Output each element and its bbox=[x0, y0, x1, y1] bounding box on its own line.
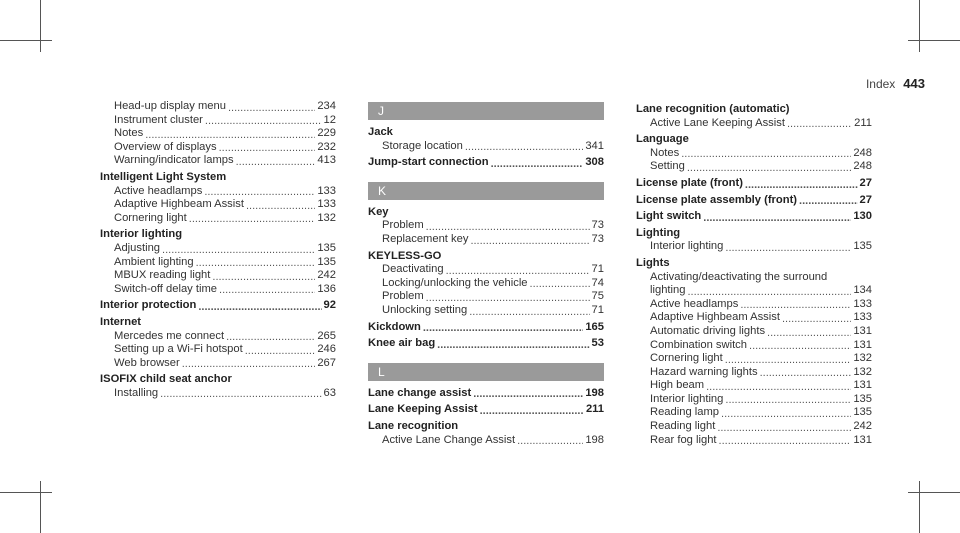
index-column-3 bbox=[636, 100, 872, 447]
index-subentry bbox=[368, 219, 604, 233]
entry-text: lighting bbox=[650, 284, 686, 297]
page-reference: 242 bbox=[853, 420, 872, 433]
page-number: 443 bbox=[903, 76, 925, 91]
entry-text: Problem bbox=[382, 290, 424, 303]
entry-text: Reading light bbox=[650, 420, 716, 433]
dot-leader bbox=[745, 179, 858, 191]
dot-leader bbox=[426, 292, 590, 304]
dot-leader bbox=[706, 381, 851, 393]
page-reference: 132 bbox=[853, 365, 872, 378]
index-subentry bbox=[100, 343, 336, 357]
index-subentry bbox=[100, 256, 336, 270]
entry-text: Setting bbox=[650, 160, 685, 173]
entry-text: Rear fog light bbox=[650, 433, 717, 446]
dot-leader bbox=[787, 118, 852, 130]
index-heading-entry bbox=[368, 321, 604, 335]
page-reference: 135 bbox=[853, 406, 872, 419]
page-reference: 211 bbox=[585, 403, 604, 416]
crop-mark bbox=[40, 481, 41, 533]
index-subentry bbox=[100, 283, 336, 297]
page-reference: 131 bbox=[853, 338, 872, 351]
dot-leader bbox=[473, 388, 583, 400]
index-subentry bbox=[636, 147, 872, 161]
entry-text: Jump-start connection bbox=[368, 156, 489, 169]
dot-leader bbox=[228, 102, 315, 114]
dot-leader bbox=[717, 422, 851, 434]
entry-text: Kickdown bbox=[368, 320, 421, 333]
index-subentry bbox=[636, 352, 872, 366]
dot-leader bbox=[749, 340, 851, 352]
index-subentry bbox=[636, 284, 872, 298]
page-reference: 131 bbox=[853, 324, 872, 337]
index-subentry bbox=[100, 198, 336, 212]
page-reference: 211 bbox=[854, 116, 872, 129]
index-subentry bbox=[368, 434, 604, 448]
entry-text: Instrument cluster bbox=[114, 113, 203, 126]
entry-text: Active Lane Change Assist bbox=[382, 433, 516, 446]
dot-leader bbox=[245, 345, 316, 357]
dot-leader bbox=[767, 327, 851, 339]
index-subentry bbox=[100, 387, 336, 401]
index-heading-entry bbox=[636, 177, 872, 191]
index-letter-header: L bbox=[368, 363, 604, 381]
dot-leader bbox=[491, 158, 584, 170]
index-heading: Internet bbox=[100, 315, 142, 328]
page-reference: 27 bbox=[859, 176, 872, 189]
index-subentry bbox=[636, 366, 872, 380]
entry-text: Lane Keeping Assist bbox=[368, 403, 478, 416]
dot-leader bbox=[423, 322, 583, 334]
entry-text: Active Lane Keeping Assist bbox=[650, 116, 785, 129]
page-reference: 133 bbox=[853, 311, 872, 324]
page-reference: 246 bbox=[317, 343, 336, 356]
index-subentry bbox=[100, 100, 336, 114]
entry-text: Storage location bbox=[382, 139, 463, 152]
index-subentry bbox=[636, 434, 872, 448]
entry-text: Head-up display menu bbox=[114, 100, 226, 112]
index-letter-header: J bbox=[368, 102, 604, 120]
dot-leader bbox=[437, 339, 589, 351]
entry-text: Notes bbox=[650, 146, 680, 159]
entry-text: Deactivating bbox=[382, 263, 444, 276]
entry-text: Cornering light bbox=[114, 211, 187, 224]
index-subentry bbox=[100, 242, 336, 256]
dot-leader bbox=[719, 435, 852, 447]
dot-leader bbox=[182, 358, 316, 370]
page-reference: 133 bbox=[317, 184, 336, 197]
dot-leader bbox=[725, 354, 852, 366]
page-reference: 165 bbox=[585, 320, 604, 333]
page-reference: 341 bbox=[585, 139, 604, 152]
dot-leader bbox=[470, 235, 589, 247]
dot-leader bbox=[204, 186, 315, 198]
entry-text: Interior protection bbox=[100, 299, 197, 312]
index-heading: Jack bbox=[368, 126, 393, 138]
spacer bbox=[368, 170, 604, 180]
index-subentry bbox=[636, 325, 872, 339]
index-subentry bbox=[636, 240, 872, 254]
page-reference: 130 bbox=[853, 210, 872, 223]
index-subentry bbox=[636, 311, 872, 325]
index-subentry bbox=[368, 277, 604, 291]
entry-text: Active headlamps bbox=[650, 297, 739, 310]
page-reference: 229 bbox=[317, 127, 336, 140]
index-subentry bbox=[636, 379, 872, 393]
page-reference: 135 bbox=[853, 240, 872, 253]
index-heading-entry bbox=[368, 337, 604, 351]
dot-leader bbox=[740, 299, 851, 311]
index-subentry bbox=[100, 269, 336, 283]
dot-leader bbox=[681, 148, 851, 160]
dot-leader bbox=[145, 129, 315, 141]
index-heading: Language bbox=[636, 133, 689, 146]
dot-leader bbox=[721, 408, 851, 420]
dot-leader bbox=[160, 388, 321, 400]
entry-text: License plate (front) bbox=[636, 176, 743, 189]
page-reference: 413 bbox=[317, 154, 336, 167]
page-reference: 73 bbox=[591, 219, 604, 232]
index-subentry bbox=[368, 233, 604, 247]
page-reference: 75 bbox=[591, 290, 604, 303]
page-reference: 53 bbox=[591, 337, 604, 350]
dot-leader bbox=[725, 242, 851, 254]
page-reference: 71 bbox=[591, 303, 604, 316]
entry-text: Light switch bbox=[636, 210, 702, 223]
entry-text: Combination switch bbox=[650, 338, 748, 351]
index-subentry bbox=[636, 117, 872, 131]
dot-leader bbox=[162, 244, 315, 256]
page-reference: 132 bbox=[317, 211, 336, 224]
index-subentry bbox=[100, 127, 336, 141]
index-heading-entry bbox=[368, 387, 604, 401]
entry-text: Knee air bag bbox=[368, 337, 436, 350]
dot-leader bbox=[212, 271, 315, 283]
dot-leader bbox=[189, 213, 316, 225]
dot-leader bbox=[687, 162, 851, 174]
index-heading: Lane recognition bbox=[368, 419, 459, 432]
page-reference: 131 bbox=[853, 379, 872, 392]
page-reference: 133 bbox=[853, 297, 872, 310]
entry-text: Ambient lighting bbox=[114, 255, 194, 268]
index-heading: Intelligent Light System bbox=[100, 170, 227, 183]
entry-text: Automatic driving lights bbox=[650, 324, 766, 337]
section-title: Index bbox=[865, 77, 896, 91]
page-header bbox=[866, 76, 925, 91]
page-reference: 198 bbox=[585, 433, 604, 446]
index-heading: Key bbox=[368, 205, 389, 218]
dot-leader bbox=[760, 367, 852, 379]
page-reference: 133 bbox=[317, 198, 336, 211]
index-subentry bbox=[100, 330, 336, 344]
page-reference: 63 bbox=[323, 386, 336, 399]
dot-leader bbox=[198, 301, 321, 313]
page-reference: 132 bbox=[853, 352, 872, 365]
crop-mark bbox=[908, 492, 960, 493]
crop-mark bbox=[0, 40, 52, 41]
entry-text: Active headlamps bbox=[114, 184, 203, 197]
entry-text: Adaptive Highbeam Assist bbox=[114, 198, 244, 211]
index-subentry bbox=[368, 140, 604, 154]
page-reference: 198 bbox=[585, 386, 604, 399]
entry-text: Adjusting bbox=[114, 241, 161, 254]
entry-text: Web browser bbox=[114, 356, 180, 369]
index-subentry bbox=[100, 141, 336, 155]
index-heading: ISOFIX child seat anchor bbox=[100, 373, 232, 386]
crop-mark bbox=[908, 40, 960, 41]
index-heading-entry bbox=[368, 156, 604, 170]
dot-leader bbox=[465, 141, 583, 153]
crop-mark bbox=[40, 0, 41, 52]
dot-leader bbox=[426, 221, 590, 233]
index-heading-entry bbox=[636, 210, 872, 224]
index-subentry bbox=[100, 212, 336, 226]
index-subentry bbox=[636, 393, 872, 407]
page-reference: 308 bbox=[585, 156, 604, 169]
dot-leader bbox=[446, 265, 590, 277]
index-subentry bbox=[636, 160, 872, 174]
entry-text: Locking/unlocking the vehicle bbox=[382, 276, 528, 289]
entry-text: Replacement key bbox=[382, 232, 469, 245]
dot-leader bbox=[687, 286, 851, 298]
spacer bbox=[368, 351, 604, 361]
index-subentry bbox=[368, 263, 604, 277]
entry-text: Problem bbox=[382, 219, 424, 232]
index-subentry bbox=[636, 298, 872, 312]
dot-leader bbox=[469, 306, 589, 318]
dot-leader bbox=[205, 115, 322, 127]
entry-text: Switch-off delay time bbox=[114, 282, 218, 295]
dot-leader bbox=[236, 156, 316, 168]
index-column-1 bbox=[100, 100, 336, 400]
dot-leader bbox=[219, 284, 315, 296]
dot-leader bbox=[530, 278, 590, 290]
page-reference: 242 bbox=[317, 269, 336, 282]
entry-text: Interior lighting bbox=[650, 240, 724, 253]
dot-leader bbox=[799, 195, 858, 207]
page-reference: 12 bbox=[323, 113, 336, 126]
entry-text: Unlocking setting bbox=[382, 303, 468, 316]
page-reference: 73 bbox=[591, 232, 604, 245]
index-subentry bbox=[100, 154, 336, 168]
page-reference: 71 bbox=[591, 263, 604, 276]
page-reference: 131 bbox=[853, 433, 872, 446]
page-reference: 248 bbox=[853, 160, 872, 173]
index-subentry bbox=[636, 420, 872, 434]
page-reference: 248 bbox=[853, 146, 872, 159]
page-reference: 234 bbox=[317, 100, 336, 112]
dot-leader bbox=[196, 257, 316, 269]
dot-leader bbox=[219, 142, 316, 154]
index-subentry bbox=[100, 114, 336, 128]
entry-text: Reading lamp bbox=[650, 406, 720, 419]
entry-text: Adaptive Highbeam Assist bbox=[650, 311, 780, 324]
dot-leader bbox=[480, 405, 584, 417]
index-subentry: Activating/deactivating the surround bbox=[650, 270, 828, 283]
entry-text: Warning/indicator lamps bbox=[114, 154, 234, 167]
dot-leader bbox=[782, 313, 851, 325]
index-subentry bbox=[636, 339, 872, 353]
dot-leader bbox=[725, 394, 851, 406]
index-heading: Interior lighting bbox=[100, 228, 183, 241]
entry-text: Lane change assist bbox=[368, 386, 472, 399]
entry-text: Setting up a Wi-Fi hotspot bbox=[114, 343, 243, 356]
entry-text: Hazard warning lights bbox=[650, 365, 758, 378]
entry-text: Interior lighting bbox=[650, 392, 724, 405]
entry-text: High beam bbox=[650, 379, 705, 392]
dot-leader bbox=[246, 200, 315, 212]
index-subentry bbox=[368, 290, 604, 304]
page-reference: 135 bbox=[317, 255, 336, 268]
index-heading: Lights bbox=[636, 256, 670, 269]
page-reference: 74 bbox=[591, 276, 604, 289]
crop-mark bbox=[919, 481, 920, 533]
entry-text: License plate assembly (front) bbox=[636, 193, 798, 206]
index-heading-entry bbox=[368, 403, 604, 417]
index-subentry bbox=[100, 357, 336, 371]
index-subentry bbox=[636, 406, 872, 420]
index-subentry bbox=[100, 185, 336, 199]
dot-leader bbox=[226, 331, 315, 343]
index-heading-entry bbox=[100, 299, 336, 313]
index-letter-header: K bbox=[368, 182, 604, 200]
page-reference: 265 bbox=[317, 329, 336, 342]
page-reference: 267 bbox=[317, 356, 336, 369]
page-reference: 136 bbox=[317, 282, 336, 295]
entry-text: Cornering light bbox=[650, 352, 723, 365]
entry-text: MBUX reading light bbox=[114, 269, 211, 282]
page-reference: 232 bbox=[317, 140, 336, 153]
entry-text: Overview of displays bbox=[114, 140, 217, 153]
entry-text: Mercedes me connect bbox=[114, 329, 225, 342]
crop-mark bbox=[919, 0, 920, 52]
index-subentry bbox=[368, 304, 604, 318]
page-reference: 135 bbox=[853, 392, 872, 405]
index-column-2 bbox=[368, 100, 604, 447]
page-reference: 27 bbox=[859, 193, 872, 206]
index-heading-entry bbox=[636, 194, 872, 208]
page-reference: 134 bbox=[853, 284, 872, 297]
index-heading: Lighting bbox=[636, 226, 681, 239]
index-heading: KEYLESS-GO bbox=[368, 249, 442, 262]
dot-leader bbox=[517, 435, 583, 447]
crop-mark bbox=[0, 492, 52, 493]
page-reference: 92 bbox=[323, 299, 336, 312]
entry-text: Notes bbox=[114, 127, 144, 140]
dot-leader bbox=[703, 212, 851, 224]
index-heading: Lane recognition (automatic) bbox=[636, 103, 790, 115]
entry-text: Installing bbox=[114, 386, 159, 399]
page-reference: 135 bbox=[317, 241, 336, 254]
